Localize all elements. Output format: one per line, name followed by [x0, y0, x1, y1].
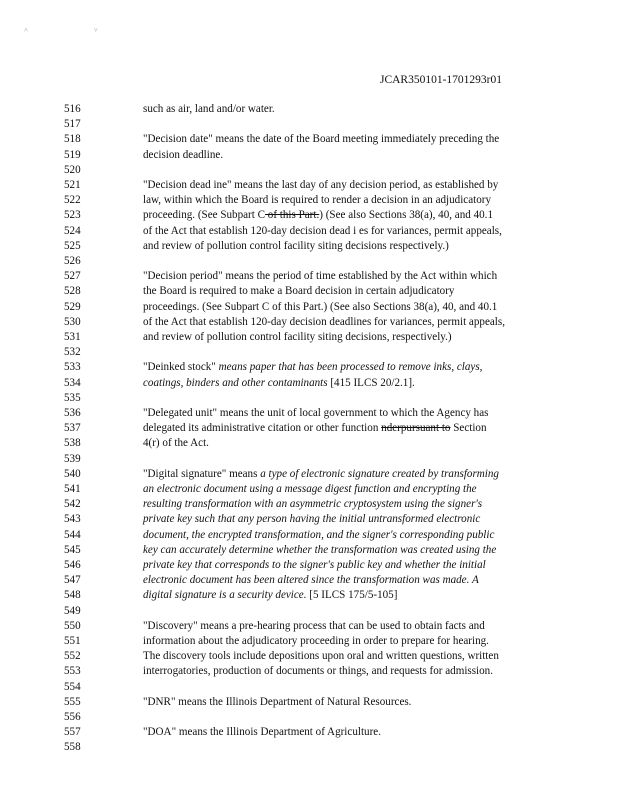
text-segment: "Deinked stock"	[143, 361, 219, 374]
line-text	[143, 573, 479, 588]
line-number: 551	[64, 635, 81, 647]
line-text	[143, 132, 499, 147]
line-number: 552	[64, 650, 81, 663]
line-text	[143, 224, 502, 239]
line-text	[143, 406, 488, 421]
line-text	[143, 482, 477, 497]
italic-text: private key such that any person having the initial untransformed electronic	[143, 513, 481, 526]
line-number: 542	[64, 498, 81, 511]
line-text	[143, 421, 487, 436]
text-segment: The discovery tools include depositions upon oral and written questions, written	[143, 650, 499, 663]
italic-text: coatings, binders and other contaminants	[143, 376, 328, 389]
line-text	[143, 300, 497, 315]
text-segment: and review of pollution control facility siting decisions, respectively.)	[143, 331, 452, 343]
text-segment: "Decision date" means the date of the Board meeting immediately preceding the	[143, 133, 500, 146]
line-number: 524	[64, 224, 81, 237]
line-text	[143, 619, 485, 634]
line-text	[143, 208, 493, 223]
line-number: 555	[64, 695, 81, 708]
text-segment: "DOA" means the Illinois Department of Agriculture.	[143, 726, 381, 739]
line-number: 529	[64, 300, 81, 313]
line-number: 531	[64, 331, 81, 343]
line-number: 553	[64, 665, 81, 678]
italic-text: a type of electronic signature created by transforming	[260, 467, 499, 480]
line-number: 558	[64, 741, 81, 754]
line-number: 538	[64, 437, 81, 450]
text-segment: ) (See also Sections 38(a), 40, and 40.1	[319, 209, 493, 222]
line-text	[143, 528, 494, 543]
line-number: 556	[64, 711, 81, 723]
line-text	[143, 543, 496, 558]
line-number: 522	[64, 194, 81, 207]
line-text	[143, 360, 482, 375]
text-segment: 4(r) of the Act.	[143, 437, 209, 450]
text-segment: of the Act that establish 120-day decision dead i es for variances, permit appeals,	[143, 224, 502, 237]
line-number: 520	[64, 163, 81, 176]
line-number: 526	[64, 255, 81, 267]
text-segment: delegated its administrative citation or other function	[143, 422, 382, 435]
line-number: 540	[64, 467, 81, 480]
italic-text: resulting transformation with an asymmetric cryptosystem using the signer's	[143, 498, 483, 511]
text-segment: Section	[450, 422, 487, 435]
line-number: 534	[64, 376, 81, 389]
line-number: 532	[64, 346, 81, 359]
text-segment: of the Act that establish 120-day decision deadlines for variances, permit appeals,	[143, 315, 505, 328]
line-text	[143, 512, 480, 527]
line-text	[143, 558, 486, 573]
text-segment: "Delegated unit" means the unit of local government to which the Agency has	[143, 407, 489, 419]
line-number: 539	[64, 452, 81, 465]
text-segment: such as air, land and/or water.	[143, 103, 275, 115]
line-text	[143, 634, 489, 649]
line-number: 518	[64, 133, 81, 146]
line-number: 536	[64, 407, 81, 419]
line-text	[143, 497, 482, 512]
line-number: 545	[64, 543, 81, 556]
text-segment: "Digital signature" means	[143, 467, 261, 480]
line-number: 516	[64, 103, 81, 115]
line-number: 535	[64, 391, 81, 404]
line-text	[143, 588, 397, 603]
line-text	[143, 239, 449, 254]
line-number: 548	[64, 589, 81, 602]
text-segment: [415 ILCS 20/2.1].	[327, 376, 415, 389]
line-number: 528	[64, 285, 81, 298]
italic-text: private key that corresponds to the signer's public key and whether the initial	[143, 559, 486, 571]
line-number: 523	[64, 209, 81, 222]
line-number: 527	[64, 270, 81, 283]
text-segment: and review of pollution control facility siting decisions respectively.)	[143, 239, 449, 252]
line-text	[143, 284, 454, 299]
text-segment: the Board is required to make a Board decision in certain adjudicatory	[143, 285, 455, 298]
line-number: 533	[64, 361, 81, 374]
line-text	[143, 315, 505, 330]
italic-text: digital signature is a security device.	[143, 589, 307, 602]
line-text	[143, 148, 223, 163]
struck-text: of this Part.	[265, 209, 320, 222]
text-segment: interrogatories, production of documents or things, and requests for admission.	[143, 665, 494, 678]
text-segment: "DNR" means the Illinois Department of Natural Resources.	[143, 695, 412, 708]
text-segment: proceedings. (See Subpart C of this Part.) (See also Sections 38(a), 40, and 40.1	[143, 300, 498, 313]
line-text	[143, 695, 411, 710]
text-segment: decision deadline.	[143, 148, 224, 161]
text-segment: proceeding. (See Subpart C	[143, 209, 265, 222]
text-segment: "Decision dead ine" means the last day of any decision period, as established by	[143, 179, 499, 191]
line-number: 557	[64, 726, 81, 739]
line-text	[143, 376, 415, 391]
line-text	[143, 330, 452, 345]
text-segment: "Decision period" means the period of time established by the Act within which	[143, 270, 498, 283]
text-segment: "Discovery" means a pre-hearing process that can be used to obtain facts and	[143, 619, 485, 632]
line-number: 547	[64, 574, 81, 587]
line-text	[143, 102, 275, 117]
line-number: 546	[64, 559, 81, 571]
line-number: 541	[64, 483, 81, 495]
line-text	[143, 178, 498, 193]
line-number: 521	[64, 179, 81, 191]
document-id-header: JCAR350101-1701293r01	[379, 74, 502, 86]
line-number: 530	[64, 315, 81, 328]
line-number: 549	[64, 604, 81, 617]
text-segment: law, within which the Board is required to render a decision in an adjudicatory	[143, 194, 492, 207]
line-number: 554	[64, 680, 81, 693]
italic-text: document, the encrypted transformation, and the signer's corresponding public	[143, 528, 495, 541]
line-number: 550	[64, 619, 81, 632]
line-number: 525	[64, 239, 81, 252]
line-text	[143, 193, 491, 208]
text-segment: information about the adjudicatory proceeding in order to prepare for hearing.	[143, 635, 489, 647]
struck-text: nderpursuant to	[381, 422, 451, 435]
line-text	[143, 725, 381, 740]
italic-text: means paper that has been processed to remove inks, clays,	[218, 361, 483, 374]
line-number: 544	[64, 528, 81, 541]
italic-text: electronic document has been altered since the transformation was made. A	[143, 574, 479, 587]
text-segment: [5 ILCS 175/5-105]	[306, 589, 398, 602]
line-number: 543	[64, 513, 81, 526]
line-text	[143, 649, 499, 664]
line-text	[143, 269, 497, 284]
line-text	[143, 467, 499, 482]
line-number: 517	[64, 118, 81, 131]
italic-text: an electronic document using a message digest function and encrypting the	[143, 483, 477, 495]
line-number: 537	[64, 422, 81, 435]
line-text	[143, 436, 209, 451]
italic-text: key can accurately determine whether the transformation was created using the	[143, 543, 497, 556]
line-text	[143, 664, 493, 679]
scan-marks: ˄ ˅	[24, 26, 130, 34]
line-number: 519	[64, 148, 81, 161]
